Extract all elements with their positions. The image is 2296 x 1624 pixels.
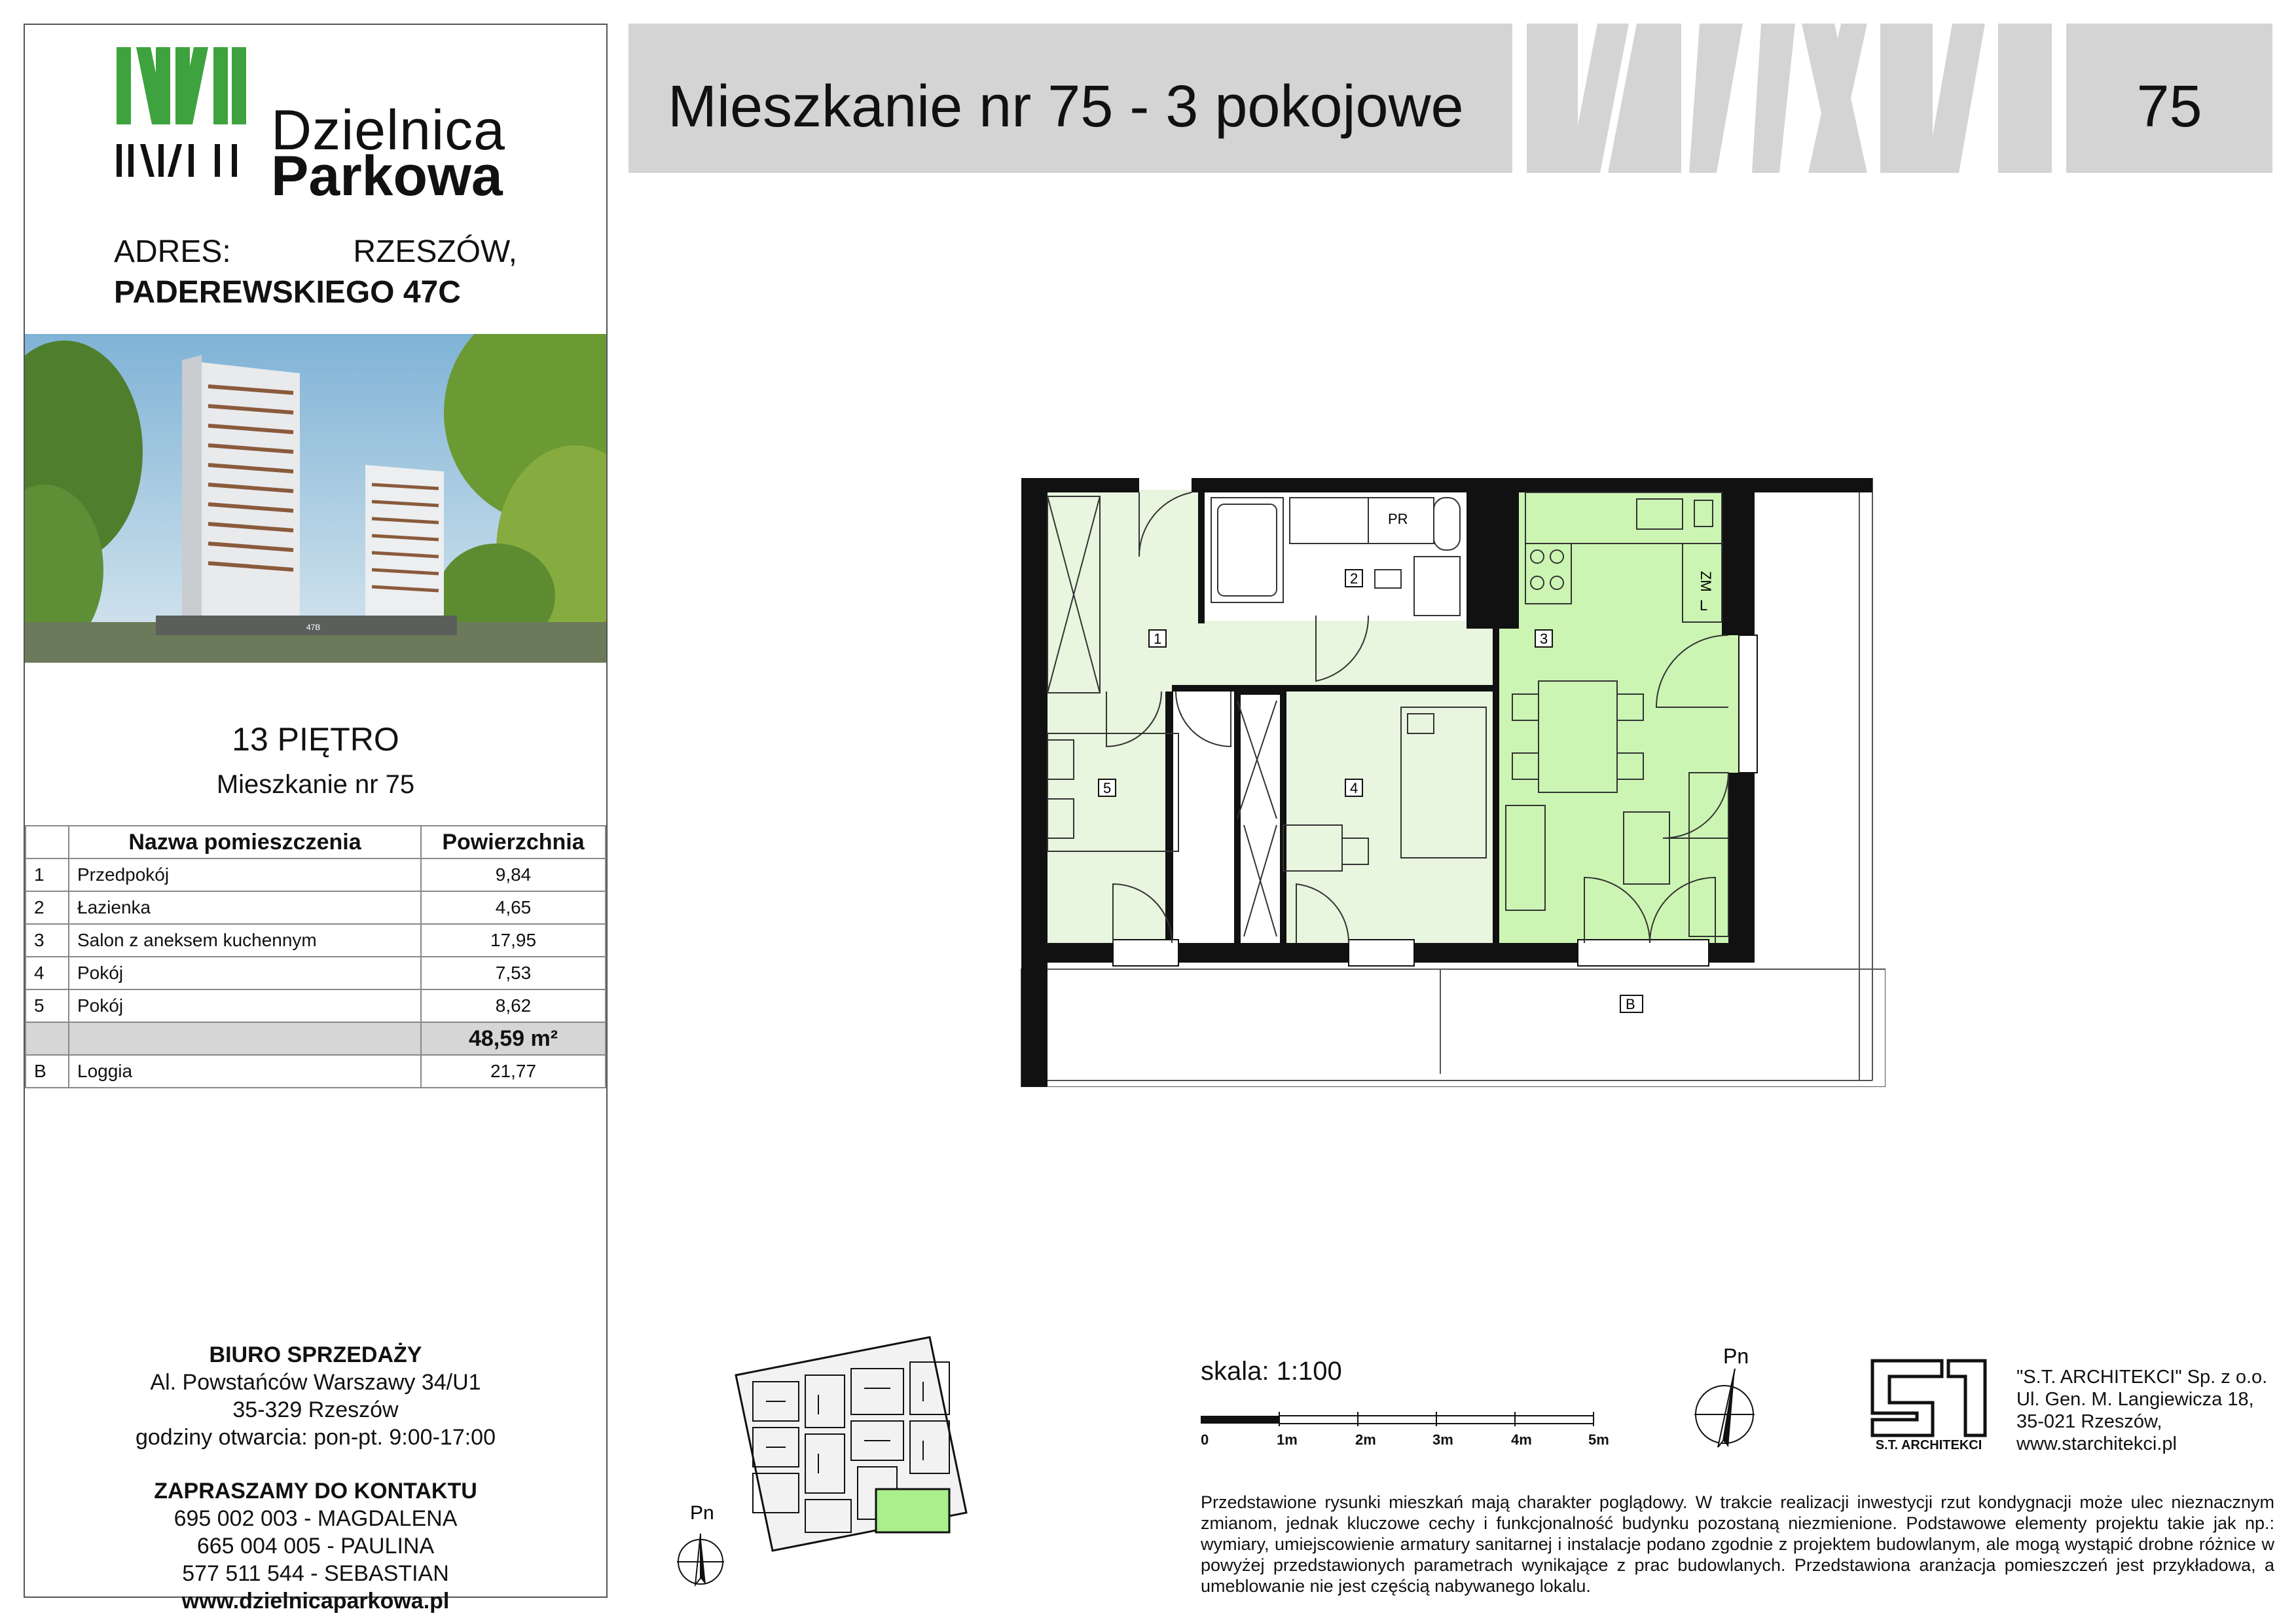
- room-label-3: 3: [1540, 631, 1548, 647]
- room-name: Salon z aneksem kuchennym: [69, 924, 421, 957]
- north-arrow-icon: [1683, 1342, 1774, 1454]
- room-area: 17,95: [421, 924, 606, 957]
- architect-logo-caption: S.T. ARCHITEKCI: [1875, 1438, 1982, 1452]
- room-no: 4: [26, 957, 69, 989]
- address: [114, 232, 517, 313]
- key-plan-highlight: [876, 1489, 949, 1532]
- header-number-box: [2066, 24, 2272, 173]
- brand-stripes-icon: [117, 47, 247, 178]
- col-header-no: [26, 826, 69, 858]
- floor-plan: [1008, 458, 1886, 1087]
- col-header-area: Powierzchnia: [421, 826, 606, 858]
- contact-phone[interactable]: 695 002 003 - MAGDALENA: [173, 1506, 458, 1531]
- brand-name-line2: Parkowa: [271, 145, 503, 208]
- page-title: Mieszkanie nr 75 - 3 pokojowe: [668, 74, 1464, 139]
- architect-street: Ul. Gen. M. Langiewicza 18,: [2016, 1389, 2254, 1410]
- room-name: Pokój: [69, 957, 421, 989]
- contact-phone[interactable]: 665 004 005 - PAULINA: [196, 1534, 435, 1559]
- room-no: 5: [26, 989, 69, 1022]
- brand-logo: [117, 47, 536, 208]
- apartment-number: 75: [2136, 74, 2202, 139]
- architect-info: [2016, 1366, 2267, 1455]
- table-row: [26, 924, 606, 957]
- disclaimer-text: Przedstawione rysunki mieszkań mają charakter poglądowy. W trakcie realizacji inwestycji rzut kondygnacji może ulec nieznacznym zmianom, jednak kluczowe cechy i funkcjonalność budynku pozostaną niezmienione. Podstawowe elementy projektu takie jak np.: wymiary, umiejscowienie armatury sanitarnej i instalacje podano zgodnie z projektem budowlanym, ale mogą wystąpić drobne różnice w powyżej przedstawionych parametrach wynikające z prac budowlanych. Przedstawiona aranżacja pomieszczeń jest przykładowa, a umeblowanie nie jest częścią nabywanego lokalu.: [1201, 1492, 2274, 1596]
- col-header-name: Nazwa pomieszczenia: [69, 826, 421, 858]
- room-area: 9,84: [421, 858, 606, 891]
- address-label: ADRES:: [114, 234, 231, 269]
- bathroom-fill: [1205, 490, 1467, 621]
- architect-city: 35-021 Rzeszów,: [2016, 1411, 2162, 1432]
- room-no: 3: [26, 924, 69, 957]
- contact-phone[interactable]: 577 511 544 - SEBASTIAN: [182, 1561, 449, 1586]
- room-table: [25, 825, 606, 1088]
- north-label-small: Pn: [690, 1502, 714, 1524]
- scale-tick: 1m: [1277, 1431, 1298, 1448]
- contact-title: ZAPRASZAMY DO KONTAKTU: [154, 1479, 477, 1504]
- scale-tick: 3m: [1432, 1431, 1453, 1448]
- room-no: 2: [26, 891, 69, 924]
- sales-office: [25, 1341, 606, 1615]
- table-row: [26, 989, 606, 1022]
- fixture-label-l: L: [1700, 597, 1708, 614]
- north-arrow-small-icon: [674, 1500, 740, 1591]
- room-no: 1: [26, 858, 69, 891]
- building-render-image: [25, 334, 606, 663]
- address-city: RZESZÓW,: [353, 234, 517, 269]
- table-total-row: [26, 1022, 606, 1055]
- room-name: Pokój: [69, 989, 421, 1022]
- room-label-4: 4: [1350, 780, 1358, 796]
- room-no: B: [26, 1055, 69, 1088]
- architect-website[interactable]: www.starchitekci.pl: [2016, 1433, 2177, 1454]
- room-label-2: 2: [1350, 570, 1358, 587]
- scale-tick: 4m: [1511, 1431, 1532, 1448]
- building-photo: [25, 334, 606, 663]
- floor-label: 13 PIĘTRO: [232, 721, 399, 758]
- table-row: [26, 957, 606, 989]
- fixture-label-pr: PR: [1388, 511, 1408, 527]
- scale-label: skala: 1:100: [1201, 1357, 1342, 1386]
- room-area: 4,65: [421, 891, 606, 924]
- living-room-fill: [1499, 490, 1755, 943]
- brand-name-line1: Dzielnica: [271, 99, 505, 162]
- room-4-fill: [1283, 692, 1499, 943]
- apartment-label: Mieszkanie nr 75: [216, 770, 415, 799]
- room-label-5: 5: [1103, 780, 1112, 796]
- key-plan: [727, 1336, 975, 1552]
- sales-title: BIURO SPRZEDAŻY: [209, 1342, 422, 1367]
- sales-hours: godziny otwarcia: pon-pt. 9:00-17:00: [135, 1425, 496, 1450]
- sales-city: 35-329 Rzeszów: [232, 1397, 399, 1422]
- total-area: 48,59 m²: [421, 1022, 606, 1055]
- room-label-1: 1: [1154, 631, 1162, 647]
- scale-tick: 0: [1201, 1431, 1209, 1448]
- building-sign: 47B: [306, 623, 321, 632]
- table-row: [26, 858, 606, 891]
- table-row: [26, 1055, 606, 1088]
- scale-tick: 2m: [1355, 1431, 1376, 1448]
- room-label-b: B: [1626, 996, 1635, 1012]
- total-empty-cell: [69, 1022, 421, 1055]
- room-name: Przedpokój: [69, 858, 421, 891]
- total-empty-cell: [26, 1022, 69, 1055]
- table-row: [26, 891, 606, 924]
- scale-bar: [1201, 1408, 1613, 1454]
- sales-street: Al. Powstańców Warszawy 34/U1: [150, 1370, 481, 1395]
- room-table-header: [26, 826, 606, 858]
- header-stripes-icon: [1527, 24, 2052, 173]
- room-area: 7,53: [421, 957, 606, 989]
- room-name: Łazienka: [69, 891, 421, 924]
- fixture-label-zm: ZM: [1698, 571, 1714, 592]
- room-area: 8,62: [421, 989, 606, 1022]
- room-name: Loggia: [69, 1055, 421, 1088]
- website-link[interactable]: www.dzielnicaparkowa.pl: [181, 1589, 450, 1614]
- header-bar: [629, 24, 2272, 173]
- room-area: 21,77: [421, 1055, 606, 1088]
- address-street: PADEREWSKIEGO 47C: [114, 275, 461, 310]
- scale-tick: 5m: [1588, 1431, 1609, 1448]
- north-label: Pn: [1723, 1344, 1749, 1368]
- header-title-box: [629, 24, 1512, 173]
- info-panel: [24, 24, 608, 1614]
- architect-company: "S.T. ARCHITEKCI" Sp. z o.o.: [2016, 1367, 2268, 1388]
